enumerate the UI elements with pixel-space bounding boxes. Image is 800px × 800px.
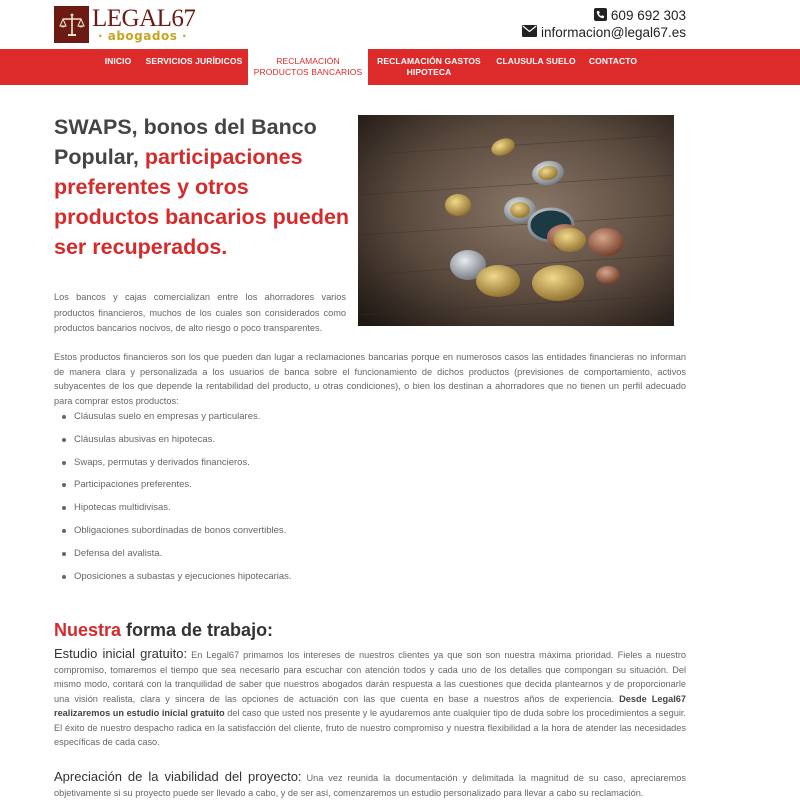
nav-label: SERVICIOS JURÍDICOS — [145, 56, 243, 66]
brand-tagline: · abogados · — [98, 29, 188, 43]
page-title-plain: SWAPS, bonos del Banco Popular, — [54, 115, 317, 169]
viability-text: Una vez reunida la documentación y delimitada la magnitud de su caso, apreciaremos objetivamente si su proyecto puede ser llevado a cabo, y de ser así, comenzaremos un estudio personalizado para llevar a cabo su reclamación. — [54, 773, 687, 798]
section-viability — [54, 770, 686, 800]
main-nav — [0, 49, 800, 85]
section-title-highlight: Nuestra — [54, 620, 122, 640]
nav-label: CLAUSULA SUELO — [496, 56, 576, 66]
list-item: Hipotecas multidivisas. — [54, 500, 554, 523]
nav-item-reclamacion-gastos-hipoteca[interactable] — [372, 49, 486, 85]
body-paragraph: Estos productos financieros son los que pueden dan lugar a reclamaciones bancarias porque en numerosos casos las entidades financieras no informan de manera clara y personalizada a los usuarios de banca sobre el funcionamiento de dichos productos (previsiones de comportamiento, activos subyacentes de los que depende la rentabilidad del producto, u otras condiciones), o bien los destinan a ahorradores que no tienen un perfil adecuado para comprar estos productos: — [54, 352, 686, 406]
phone-row[interactable] — [522, 7, 686, 24]
email-row[interactable] — [522, 24, 686, 41]
page-title-highlight: participaciones preferentes y otros productos bancarios pueden ser recuperados. — [54, 145, 350, 259]
list-item: Cláusulas suelo en empresas y particulares. — [54, 409, 554, 432]
section-initial-study — [54, 647, 686, 750]
initial-study-bold: Desde Legal67 realizaremos un estudio inicial gratuito — [54, 693, 686, 718]
scales-icon — [54, 6, 89, 43]
email-address: informacion@legal67.es — [540, 25, 686, 40]
page-title — [54, 112, 354, 262]
nav-label: RECLAMACIÓN — [276, 56, 340, 66]
initial-study-lead: Estudio inicial gratuito: — [54, 646, 188, 661]
phone-icon — [594, 8, 607, 24]
logo[interactable] — [54, 6, 195, 43]
nav-item-contacto[interactable] — [584, 49, 642, 85]
nav-item-reclamacion-productos-bancarios[interactable] — [248, 49, 368, 85]
list-item: Cláusulas abusivas en hipotecas. — [54, 432, 554, 455]
list-item: Oposiciones a subastas y ejecuciones hipotecarias. — [54, 569, 554, 592]
nav-item-clausula-suelo[interactable] — [490, 49, 582, 85]
intro-paragraph: Los bancos y cajas comercializan entre los ahorradores varios productos financieros, muchos de los cuales son considerados como productos bancarios nocivos, de alto riesgo o poco transparentes. — [54, 292, 346, 333]
envelope-icon — [522, 25, 537, 40]
initial-study-text-2: del caso que usted nos presente y le ayudaremos ante cualquier tipo de duda sobre los procedimientos a seguir. El éxito de nuestro despacho radica en la satisfacción del cliente, fruto de nuestro compromiso y nuestra flexibilidad a la hora de atender las necesidades específicas de cada caso. — [54, 708, 686, 747]
list-item: Defensa del avalista. — [54, 546, 554, 569]
nav-label: CONTACTO — [588, 56, 638, 66]
initial-study-text: En Legal67 primamos los intereses de nuestros clientes ya que son son nuestra máxima prioridad. Fieles a nuestro compromiso, tomaremos el tiempo que sea necesario para escuchar con atención todos y cada uno de los detalles que compongan su situación. Del mismo modo, contará con la tranquilidad de saber que nuestros abogados darán respuesta a las cuestiones que decida plantearnos y de proporcionarle una visión realista, clara y sincera de las opciones de actuación con las que cuenta en base a nuestros años de experiencia. — [54, 650, 686, 704]
list-item: Participaciones preferentes. — [54, 477, 554, 500]
phone-number: 609 692 303 — [610, 8, 686, 23]
nav-label-line2: HIPOTECA — [406, 67, 452, 77]
section-title — [54, 620, 273, 641]
list-item: Obligaciones subordinadas de bonos convertibles. — [54, 523, 554, 546]
nav-item-inicio[interactable] — [96, 49, 140, 85]
list-item: Swaps, permutas y derivados financieros. — [54, 455, 554, 478]
section-title-rest: forma de trabajo: — [121, 620, 274, 640]
nav-label: INICIO — [104, 56, 132, 66]
nav-item-servicios-juridicos[interactable] — [142, 49, 246, 85]
brand-name: LEGAL67 — [92, 5, 196, 32]
site-header — [0, 0, 800, 49]
viability-lead: Apreciación de la viabilidad del proyecto: — [54, 769, 302, 784]
nav-label-line2: PRODUCTOS BANCARIOS — [253, 67, 363, 77]
products-list — [54, 409, 554, 591]
coins-photo — [358, 115, 674, 326]
nav-label: RECLAMACIÓN GASTOS — [377, 56, 481, 66]
contact-info — [522, 7, 686, 41]
